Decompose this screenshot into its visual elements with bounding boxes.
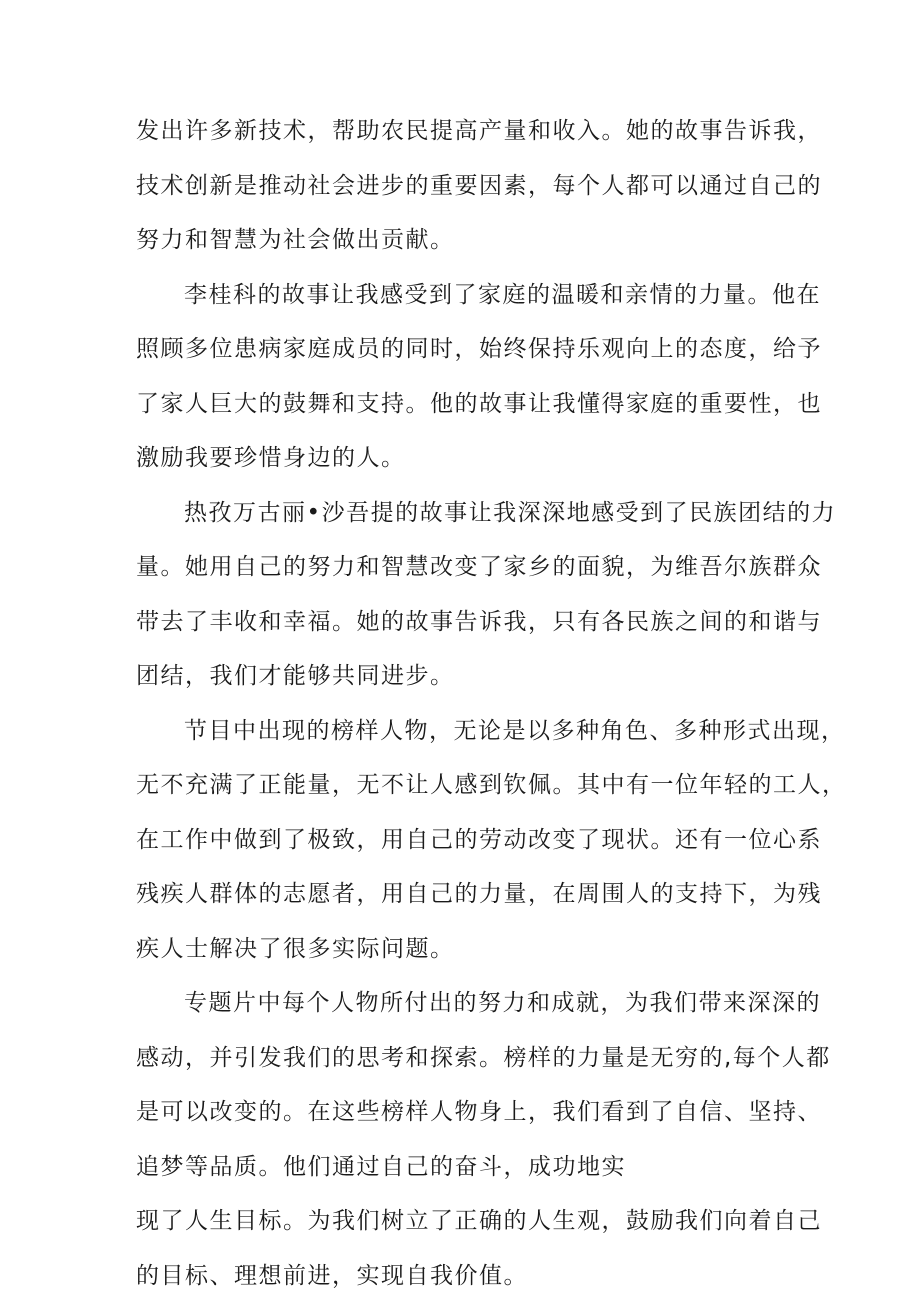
- paragraph-line: 了家人巨大的鼓舞和支持。他的故事让我懂得家庭的重要性，也: [136, 377, 796, 432]
- paragraph-line: 追梦等品质。他们通过自己的奋斗，成功地实: [136, 1140, 796, 1195]
- paragraph-line: 疾人士解决了很多实际问题。: [136, 922, 796, 977]
- paragraph-line: 的目标、理想前进，实现自我价值。: [136, 1249, 796, 1303]
- paragraph-line: 节目中出现的榜样人物，无论是以多种角色、多种形式出现，: [136, 704, 796, 759]
- paragraph-line: 感动，并引发我们的思考和探索。榜样的力量是无穷的,每个人都: [136, 1031, 796, 1086]
- paragraph-line: 照顾多位患病家庭成员的同时，始终保持乐观向上的态度，给予: [136, 322, 796, 377]
- paragraph-line: 残疾人群体的志愿者，用自己的力量，在周围人的支持下，为残: [136, 867, 796, 922]
- paragraph-line: 热孜万古丽•沙吾提的故事让我深深地感受到了民族团结的力: [136, 486, 796, 541]
- paragraph-line: 专题片中每个人物所付出的努力和成就，为我们带来深深的: [136, 976, 796, 1031]
- paragraph-line: 量。她用自己的努力和智慧改变了家乡的面貌，为维吾尔族群众: [136, 540, 796, 595]
- paragraph-line: 是可以改变的。在这些榜样人物身上，我们看到了自信、坚持、: [136, 1085, 796, 1140]
- document-body: [136, 104, 796, 1303]
- paragraph-line: 技术创新是推动社会进步的重要因素，每个人都可以通过自己的: [136, 159, 796, 214]
- paragraph-line: 无不充满了正能量，无不让人感到钦佩。其中有一位年轻的工人，: [136, 758, 796, 813]
- paragraph-1: [136, 104, 796, 268]
- paragraph-4: [136, 704, 796, 977]
- paragraph-line: 李桂科的故事让我感受到了家庭的温暖和亲情的力量。他在: [136, 268, 796, 323]
- paragraph-line: 带去了丰收和幸福。她的故事告诉我，只有各民族之间的和谐与: [136, 595, 796, 650]
- paragraph-5: [136, 976, 796, 1303]
- paragraph-line: 激励我要珍惜身边的人。: [136, 431, 796, 486]
- paragraph-line: 努力和智慧为社会做出贡献。: [136, 213, 796, 268]
- paragraph-line: 团结，我们才能够共同进步。: [136, 649, 796, 704]
- paragraph-line: 现了人生目标。为我们树立了正确的人生观，鼓励我们向着自己: [136, 1194, 796, 1249]
- paragraph-line: 发出许多新技术，帮助农民提高产量和收入。她的故事告诉我，: [136, 104, 796, 159]
- paragraph-line: 在工作中做到了极致，用自己的劳动改变了现状。还有一位心系: [136, 813, 796, 868]
- paragraph-2: [136, 268, 796, 486]
- paragraph-3: [136, 486, 796, 704]
